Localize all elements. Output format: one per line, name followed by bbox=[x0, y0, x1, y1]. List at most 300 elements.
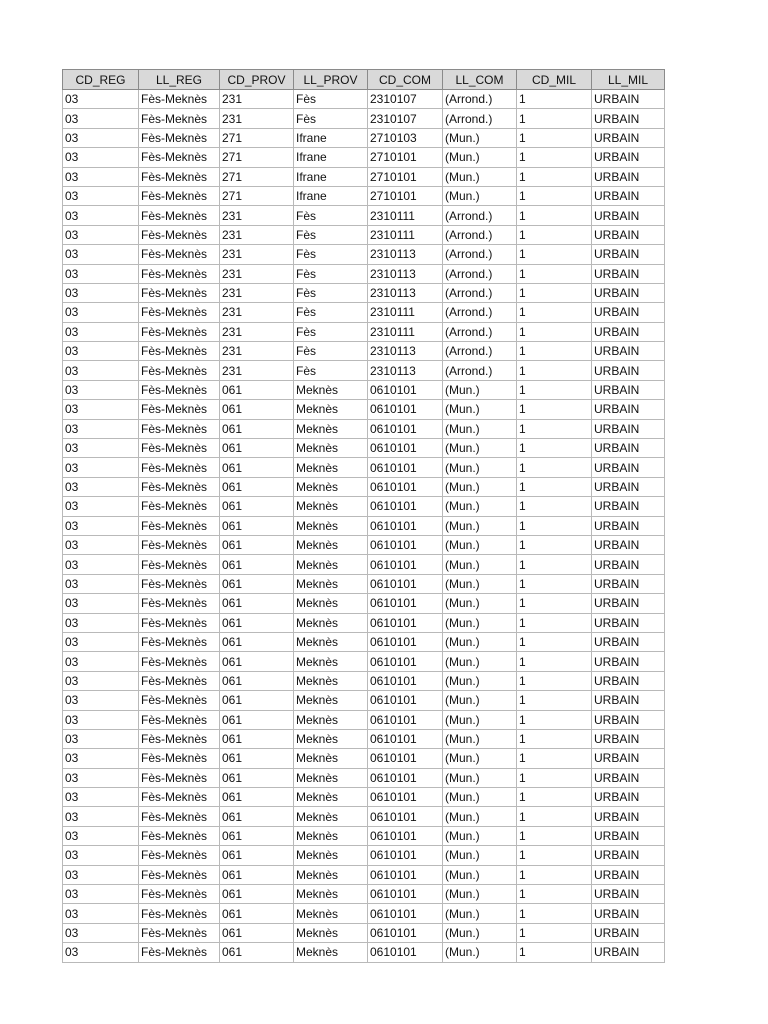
header-ll-reg: LL_REG bbox=[139, 70, 220, 90]
cell-cd-reg: 03 bbox=[63, 904, 139, 923]
cell-ll-mil: URBAIN bbox=[592, 632, 665, 651]
cell-ll-prov: Meknès bbox=[294, 594, 368, 613]
cell-cd-mil: 1 bbox=[517, 807, 592, 826]
cell-ll-prov: Fès bbox=[294, 225, 368, 244]
cell-ll-prov: Meknès bbox=[294, 729, 368, 748]
table-row bbox=[63, 439, 665, 458]
cell-ll-prov: Fès bbox=[294, 264, 368, 283]
cell-cd-reg: 03 bbox=[63, 807, 139, 826]
cell-cd-prov: 231 bbox=[220, 322, 294, 341]
table-row bbox=[63, 710, 665, 729]
cell-cd-com: 0610101 bbox=[368, 943, 443, 962]
cell-cd-com: 0610101 bbox=[368, 885, 443, 904]
cell-ll-prov: Meknès bbox=[294, 477, 368, 496]
cell-ll-reg: Fès-Meknès bbox=[139, 186, 220, 205]
cell-ll-com: (Mun.) bbox=[443, 865, 517, 884]
cell-cd-com: 0610101 bbox=[368, 632, 443, 651]
cell-cd-reg: 03 bbox=[63, 535, 139, 554]
cell-cd-reg: 03 bbox=[63, 710, 139, 729]
cell-ll-prov: Meknès bbox=[294, 516, 368, 535]
cell-ll-com: (Arrond.) bbox=[443, 109, 517, 128]
cell-ll-reg: Fès-Meknès bbox=[139, 322, 220, 341]
cell-cd-com: 0610101 bbox=[368, 516, 443, 535]
table-row bbox=[63, 264, 665, 283]
cell-cd-prov: 271 bbox=[220, 148, 294, 167]
cell-cd-prov: 231 bbox=[220, 109, 294, 128]
cell-ll-reg: Fès-Meknès bbox=[139, 710, 220, 729]
cell-cd-prov: 061 bbox=[220, 555, 294, 574]
table-row bbox=[63, 186, 665, 205]
table-row bbox=[63, 555, 665, 574]
cell-ll-mil: URBAIN bbox=[592, 303, 665, 322]
cell-ll-com: (Mun.) bbox=[443, 458, 517, 477]
table-row bbox=[63, 322, 665, 341]
cell-ll-reg: Fès-Meknès bbox=[139, 516, 220, 535]
cell-ll-mil: URBAIN bbox=[592, 652, 665, 671]
cell-cd-reg: 03 bbox=[63, 574, 139, 593]
table-row bbox=[63, 594, 665, 613]
cell-ll-reg: Fès-Meknès bbox=[139, 846, 220, 865]
cell-ll-reg: Fès-Meknès bbox=[139, 303, 220, 322]
cell-cd-reg: 03 bbox=[63, 943, 139, 962]
cell-ll-prov: Meknès bbox=[294, 419, 368, 438]
cell-cd-reg: 03 bbox=[63, 788, 139, 807]
cell-ll-mil: URBAIN bbox=[592, 380, 665, 399]
cell-cd-com: 0610101 bbox=[368, 613, 443, 632]
cell-ll-com: (Arrond.) bbox=[443, 283, 517, 302]
cell-ll-prov: Fès bbox=[294, 303, 368, 322]
table-row bbox=[63, 245, 665, 264]
header-cd-prov: CD_PROV bbox=[220, 70, 294, 90]
cell-ll-prov: Meknès bbox=[294, 865, 368, 884]
cell-cd-reg: 03 bbox=[63, 380, 139, 399]
cell-cd-com: 2310111 bbox=[368, 303, 443, 322]
cell-cd-prov: 231 bbox=[220, 361, 294, 380]
cell-ll-mil: URBAIN bbox=[592, 264, 665, 283]
cell-ll-reg: Fès-Meknès bbox=[139, 885, 220, 904]
cell-ll-prov: Meknès bbox=[294, 885, 368, 904]
cell-ll-mil: URBAIN bbox=[592, 322, 665, 341]
cell-ll-com: (Mun.) bbox=[443, 729, 517, 748]
cell-cd-com: 0610101 bbox=[368, 788, 443, 807]
cell-cd-com: 0610101 bbox=[368, 380, 443, 399]
cell-ll-com: (Arrond.) bbox=[443, 322, 517, 341]
cell-ll-reg: Fès-Meknès bbox=[139, 555, 220, 574]
cell-cd-prov: 061 bbox=[220, 497, 294, 516]
cell-cd-mil: 1 bbox=[517, 322, 592, 341]
table-row bbox=[63, 632, 665, 651]
cell-cd-prov: 061 bbox=[220, 807, 294, 826]
cell-ll-mil: URBAIN bbox=[592, 419, 665, 438]
cell-ll-mil: URBAIN bbox=[592, 904, 665, 923]
table-row bbox=[63, 477, 665, 496]
table-row bbox=[63, 303, 665, 322]
cell-cd-reg: 03 bbox=[63, 264, 139, 283]
cell-ll-mil: URBAIN bbox=[592, 90, 665, 109]
cell-cd-reg: 03 bbox=[63, 400, 139, 419]
cell-cd-mil: 1 bbox=[517, 710, 592, 729]
cell-ll-prov: Meknès bbox=[294, 943, 368, 962]
table-row bbox=[63, 729, 665, 748]
cell-ll-mil: URBAIN bbox=[592, 283, 665, 302]
cell-cd-com: 2710101 bbox=[368, 148, 443, 167]
cell-cd-reg: 03 bbox=[63, 632, 139, 651]
cell-cd-com: 2310107 bbox=[368, 90, 443, 109]
cell-ll-com: (Mun.) bbox=[443, 943, 517, 962]
cell-ll-prov: Ifrane bbox=[294, 167, 368, 186]
header-ll-prov: LL_PROV bbox=[294, 70, 368, 90]
cell-ll-mil: URBAIN bbox=[592, 613, 665, 632]
cell-cd-com: 0610101 bbox=[368, 671, 443, 690]
cell-ll-prov: Fès bbox=[294, 283, 368, 302]
cell-cd-com: 2310113 bbox=[368, 245, 443, 264]
cell-ll-prov: Meknès bbox=[294, 749, 368, 768]
cell-ll-com: (Mun.) bbox=[443, 439, 517, 458]
cell-ll-prov: Meknès bbox=[294, 458, 368, 477]
cell-ll-mil: URBAIN bbox=[592, 109, 665, 128]
cell-cd-prov: 061 bbox=[220, 594, 294, 613]
cell-cd-reg: 03 bbox=[63, 283, 139, 302]
cell-cd-com: 0610101 bbox=[368, 826, 443, 845]
cell-ll-reg: Fès-Meknès bbox=[139, 128, 220, 147]
cell-cd-com: 0610101 bbox=[368, 865, 443, 884]
cell-cd-reg: 03 bbox=[63, 594, 139, 613]
cell-cd-com: 2710103 bbox=[368, 128, 443, 147]
cell-cd-mil: 1 bbox=[517, 826, 592, 845]
cell-cd-reg: 03 bbox=[63, 303, 139, 322]
cell-cd-com: 2710101 bbox=[368, 186, 443, 205]
cell-cd-prov: 061 bbox=[220, 671, 294, 690]
cell-ll-prov: Meknès bbox=[294, 632, 368, 651]
cell-cd-mil: 1 bbox=[517, 264, 592, 283]
cell-cd-reg: 03 bbox=[63, 691, 139, 710]
cell-cd-reg: 03 bbox=[63, 128, 139, 147]
cell-ll-com: (Mun.) bbox=[443, 535, 517, 554]
table-row bbox=[63, 826, 665, 845]
cell-ll-reg: Fès-Meknès bbox=[139, 923, 220, 942]
cell-ll-prov: Meknès bbox=[294, 768, 368, 787]
cell-cd-mil: 1 bbox=[517, 768, 592, 787]
cell-ll-reg: Fès-Meknès bbox=[139, 361, 220, 380]
cell-ll-reg: Fès-Meknès bbox=[139, 439, 220, 458]
table-body bbox=[63, 90, 665, 963]
cell-ll-prov: Meknès bbox=[294, 671, 368, 690]
cell-cd-com: 0610101 bbox=[368, 439, 443, 458]
cell-cd-mil: 1 bbox=[517, 458, 592, 477]
cell-ll-reg: Fès-Meknès bbox=[139, 652, 220, 671]
cell-cd-com: 0610101 bbox=[368, 729, 443, 748]
cell-ll-com: (Mun.) bbox=[443, 516, 517, 535]
table-row bbox=[63, 458, 665, 477]
cell-cd-mil: 1 bbox=[517, 148, 592, 167]
cell-ll-reg: Fès-Meknès bbox=[139, 865, 220, 884]
cell-cd-com: 0610101 bbox=[368, 477, 443, 496]
cell-cd-com: 0610101 bbox=[368, 497, 443, 516]
table-row bbox=[63, 283, 665, 302]
cell-cd-prov: 061 bbox=[220, 710, 294, 729]
cell-ll-mil: URBAIN bbox=[592, 768, 665, 787]
cell-cd-reg: 03 bbox=[63, 109, 139, 128]
cell-ll-com: (Mun.) bbox=[443, 594, 517, 613]
cell-ll-reg: Fès-Meknès bbox=[139, 613, 220, 632]
data-table bbox=[62, 69, 665, 963]
cell-ll-reg: Fès-Meknès bbox=[139, 264, 220, 283]
cell-ll-com: (Arrond.) bbox=[443, 90, 517, 109]
cell-ll-reg: Fès-Meknès bbox=[139, 90, 220, 109]
cell-cd-prov: 231 bbox=[220, 206, 294, 225]
cell-cd-prov: 231 bbox=[220, 303, 294, 322]
cell-ll-prov: Fès bbox=[294, 90, 368, 109]
table-row bbox=[63, 90, 665, 109]
cell-cd-prov: 271 bbox=[220, 167, 294, 186]
cell-ll-mil: URBAIN bbox=[592, 361, 665, 380]
table-row bbox=[63, 749, 665, 768]
cell-cd-mil: 1 bbox=[517, 167, 592, 186]
table-row bbox=[63, 768, 665, 787]
cell-cd-prov: 231 bbox=[220, 342, 294, 361]
table-row bbox=[63, 400, 665, 419]
table-row bbox=[63, 361, 665, 380]
cell-ll-com: (Mun.) bbox=[443, 148, 517, 167]
cell-cd-com: 2310113 bbox=[368, 264, 443, 283]
cell-cd-com: 0610101 bbox=[368, 419, 443, 438]
cell-ll-com: (Mun.) bbox=[443, 846, 517, 865]
table-row bbox=[63, 904, 665, 923]
cell-cd-reg: 03 bbox=[63, 749, 139, 768]
cell-cd-mil: 1 bbox=[517, 749, 592, 768]
table-row bbox=[63, 691, 665, 710]
table-row bbox=[63, 342, 665, 361]
cell-cd-prov: 061 bbox=[220, 613, 294, 632]
cell-ll-reg: Fès-Meknès bbox=[139, 535, 220, 554]
table-row bbox=[63, 535, 665, 554]
cell-ll-prov: Meknès bbox=[294, 652, 368, 671]
cell-cd-com: 0610101 bbox=[368, 768, 443, 787]
cell-ll-prov: Fès bbox=[294, 206, 368, 225]
cell-cd-mil: 1 bbox=[517, 729, 592, 748]
cell-cd-com: 0610101 bbox=[368, 691, 443, 710]
cell-ll-reg: Fès-Meknès bbox=[139, 380, 220, 399]
cell-ll-mil: URBAIN bbox=[592, 342, 665, 361]
cell-cd-reg: 03 bbox=[63, 186, 139, 205]
cell-cd-com: 2310111 bbox=[368, 206, 443, 225]
cell-cd-mil: 1 bbox=[517, 516, 592, 535]
cell-ll-mil: URBAIN bbox=[592, 710, 665, 729]
cell-cd-reg: 03 bbox=[63, 555, 139, 574]
cell-cd-reg: 03 bbox=[63, 361, 139, 380]
cell-cd-mil: 1 bbox=[517, 303, 592, 322]
table-row bbox=[63, 148, 665, 167]
table-row bbox=[63, 497, 665, 516]
cell-cd-com: 2310111 bbox=[368, 225, 443, 244]
cell-cd-prov: 061 bbox=[220, 943, 294, 962]
cell-cd-com: 2310113 bbox=[368, 361, 443, 380]
cell-cd-reg: 03 bbox=[63, 729, 139, 748]
cell-ll-prov: Meknès bbox=[294, 400, 368, 419]
cell-ll-prov: Meknès bbox=[294, 497, 368, 516]
cell-ll-com: (Mun.) bbox=[443, 749, 517, 768]
cell-cd-reg: 03 bbox=[63, 439, 139, 458]
cell-cd-prov: 061 bbox=[220, 652, 294, 671]
cell-cd-prov: 061 bbox=[220, 400, 294, 419]
cell-ll-mil: URBAIN bbox=[592, 923, 665, 942]
cell-cd-mil: 1 bbox=[517, 245, 592, 264]
cell-ll-com: (Mun.) bbox=[443, 186, 517, 205]
cell-ll-com: (Mun.) bbox=[443, 128, 517, 147]
table-row bbox=[63, 885, 665, 904]
cell-ll-com: (Mun.) bbox=[443, 768, 517, 787]
cell-cd-mil: 1 bbox=[517, 865, 592, 884]
cell-ll-prov: Meknès bbox=[294, 574, 368, 593]
cell-ll-reg: Fès-Meknès bbox=[139, 904, 220, 923]
cell-cd-reg: 03 bbox=[63, 885, 139, 904]
cell-cd-prov: 231 bbox=[220, 264, 294, 283]
cell-ll-com: (Mun.) bbox=[443, 555, 517, 574]
cell-cd-mil: 1 bbox=[517, 943, 592, 962]
cell-ll-mil: URBAIN bbox=[592, 148, 665, 167]
cell-ll-com: (Mun.) bbox=[443, 671, 517, 690]
cell-ll-prov: Meknès bbox=[294, 788, 368, 807]
cell-ll-prov: Fès bbox=[294, 322, 368, 341]
cell-cd-mil: 1 bbox=[517, 283, 592, 302]
cell-cd-prov: 061 bbox=[220, 477, 294, 496]
cell-cd-mil: 1 bbox=[517, 846, 592, 865]
cell-cd-mil: 1 bbox=[517, 419, 592, 438]
cell-cd-com: 0610101 bbox=[368, 652, 443, 671]
cell-ll-com: (Mun.) bbox=[443, 400, 517, 419]
cell-cd-prov: 271 bbox=[220, 186, 294, 205]
cell-ll-reg: Fès-Meknès bbox=[139, 342, 220, 361]
cell-ll-com: (Mun.) bbox=[443, 904, 517, 923]
cell-ll-mil: URBAIN bbox=[592, 671, 665, 690]
table-row bbox=[63, 574, 665, 593]
cell-ll-prov: Meknès bbox=[294, 555, 368, 574]
cell-ll-reg: Fès-Meknès bbox=[139, 671, 220, 690]
table-row bbox=[63, 516, 665, 535]
cell-ll-prov: Fès bbox=[294, 361, 368, 380]
cell-ll-com: (Arrond.) bbox=[443, 245, 517, 264]
cell-ll-com: (Mun.) bbox=[443, 923, 517, 942]
cell-ll-mil: URBAIN bbox=[592, 788, 665, 807]
cell-ll-com: (Mun.) bbox=[443, 167, 517, 186]
cell-cd-com: 2710101 bbox=[368, 167, 443, 186]
cell-cd-reg: 03 bbox=[63, 245, 139, 264]
cell-ll-mil: URBAIN bbox=[592, 865, 665, 884]
cell-ll-mil: URBAIN bbox=[592, 846, 665, 865]
table-row bbox=[63, 807, 665, 826]
cell-cd-prov: 061 bbox=[220, 729, 294, 748]
cell-ll-com: (Mun.) bbox=[443, 807, 517, 826]
cell-cd-prov: 231 bbox=[220, 245, 294, 264]
cell-cd-reg: 03 bbox=[63, 148, 139, 167]
cell-ll-reg: Fès-Meknès bbox=[139, 768, 220, 787]
header-cd-com: CD_COM bbox=[368, 70, 443, 90]
cell-ll-prov: Meknès bbox=[294, 439, 368, 458]
cell-ll-prov: Meknès bbox=[294, 691, 368, 710]
cell-cd-reg: 03 bbox=[63, 225, 139, 244]
header-cd-reg: CD_REG bbox=[63, 70, 139, 90]
cell-cd-com: 0610101 bbox=[368, 400, 443, 419]
table-row bbox=[63, 380, 665, 399]
table-row bbox=[63, 923, 665, 942]
table-row bbox=[63, 419, 665, 438]
cell-ll-prov: Meknès bbox=[294, 923, 368, 942]
cell-ll-mil: URBAIN bbox=[592, 245, 665, 264]
cell-ll-reg: Fès-Meknès bbox=[139, 807, 220, 826]
cell-cd-prov: 061 bbox=[220, 691, 294, 710]
cell-ll-com: (Mun.) bbox=[443, 477, 517, 496]
cell-cd-mil: 1 bbox=[517, 380, 592, 399]
cell-cd-reg: 03 bbox=[63, 497, 139, 516]
cell-ll-mil: URBAIN bbox=[592, 729, 665, 748]
cell-ll-prov: Ifrane bbox=[294, 128, 368, 147]
cell-ll-com: (Mun.) bbox=[443, 380, 517, 399]
table-row bbox=[63, 167, 665, 186]
cell-ll-reg: Fès-Meknès bbox=[139, 245, 220, 264]
cell-ll-prov: Fès bbox=[294, 342, 368, 361]
cell-cd-reg: 03 bbox=[63, 322, 139, 341]
cell-ll-com: (Mun.) bbox=[443, 710, 517, 729]
cell-ll-reg: Fès-Meknès bbox=[139, 826, 220, 845]
cell-ll-reg: Fès-Meknès bbox=[139, 943, 220, 962]
cell-ll-com: (Mun.) bbox=[443, 632, 517, 651]
cell-ll-mil: URBAIN bbox=[592, 594, 665, 613]
cell-cd-reg: 03 bbox=[63, 652, 139, 671]
cell-cd-mil: 1 bbox=[517, 594, 592, 613]
table-row bbox=[63, 865, 665, 884]
cell-ll-reg: Fès-Meknès bbox=[139, 283, 220, 302]
cell-cd-prov: 061 bbox=[220, 904, 294, 923]
cell-ll-reg: Fès-Meknès bbox=[139, 167, 220, 186]
cell-cd-mil: 1 bbox=[517, 109, 592, 128]
cell-cd-reg: 03 bbox=[63, 923, 139, 942]
cell-ll-prov: Meknès bbox=[294, 710, 368, 729]
cell-cd-reg: 03 bbox=[63, 768, 139, 787]
cell-cd-prov: 061 bbox=[220, 632, 294, 651]
cell-cd-com: 0610101 bbox=[368, 923, 443, 942]
cell-cd-mil: 1 bbox=[517, 497, 592, 516]
header-ll-com: LL_COM bbox=[443, 70, 517, 90]
cell-ll-reg: Fès-Meknès bbox=[139, 109, 220, 128]
cell-ll-mil: URBAIN bbox=[592, 555, 665, 574]
cell-ll-mil: URBAIN bbox=[592, 458, 665, 477]
cell-cd-com: 2310107 bbox=[368, 109, 443, 128]
cell-ll-com: (Arrond.) bbox=[443, 303, 517, 322]
cell-ll-mil: URBAIN bbox=[592, 535, 665, 554]
cell-cd-mil: 1 bbox=[517, 904, 592, 923]
cell-ll-com: (Mun.) bbox=[443, 419, 517, 438]
cell-ll-mil: URBAIN bbox=[592, 128, 665, 147]
cell-ll-reg: Fès-Meknès bbox=[139, 206, 220, 225]
cell-cd-com: 0610101 bbox=[368, 555, 443, 574]
cell-cd-mil: 1 bbox=[517, 186, 592, 205]
cell-cd-reg: 03 bbox=[63, 342, 139, 361]
cell-cd-mil: 1 bbox=[517, 632, 592, 651]
header-row bbox=[63, 70, 665, 90]
cell-ll-prov: Meknès bbox=[294, 613, 368, 632]
cell-cd-prov: 061 bbox=[220, 458, 294, 477]
cell-ll-reg: Fès-Meknès bbox=[139, 477, 220, 496]
cell-ll-com: (Arrond.) bbox=[443, 361, 517, 380]
table-row bbox=[63, 109, 665, 128]
cell-ll-reg: Fès-Meknès bbox=[139, 148, 220, 167]
cell-cd-prov: 061 bbox=[220, 439, 294, 458]
cell-ll-mil: URBAIN bbox=[592, 885, 665, 904]
cell-ll-com: (Mun.) bbox=[443, 788, 517, 807]
cell-ll-reg: Fès-Meknès bbox=[139, 729, 220, 748]
cell-ll-reg: Fès-Meknès bbox=[139, 419, 220, 438]
cell-ll-reg: Fès-Meknès bbox=[139, 225, 220, 244]
